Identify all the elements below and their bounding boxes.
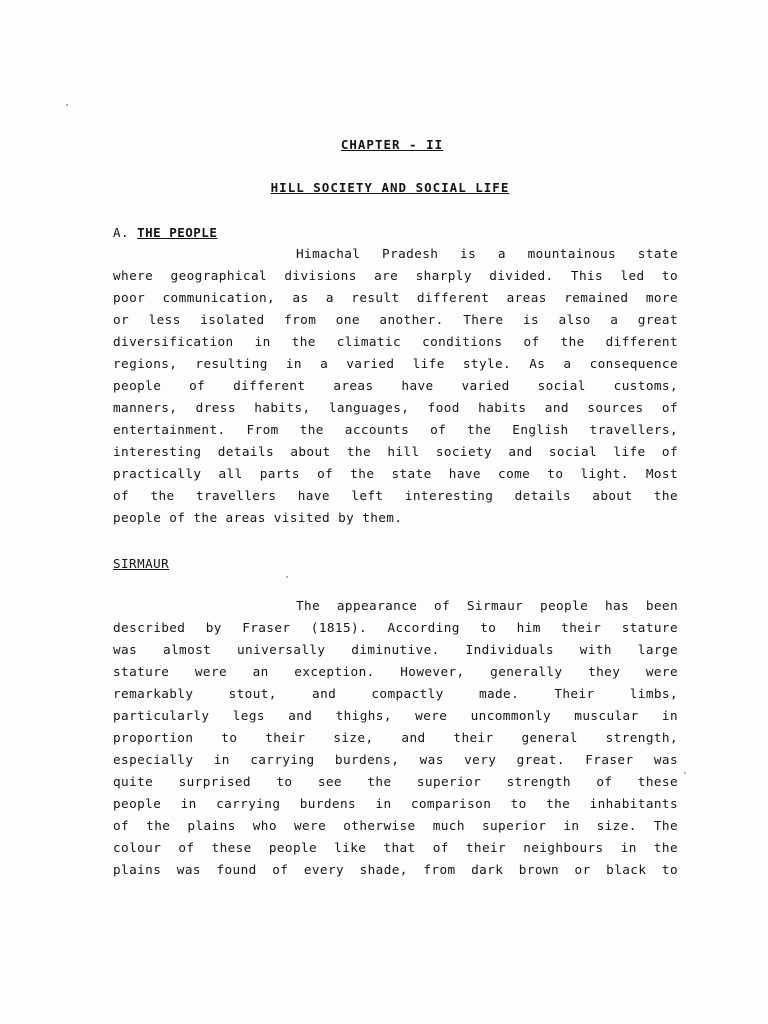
paragraph-sirmaur — [113, 595, 678, 881]
chapter-number: CHAPTER - II — [340, 137, 444, 152]
text-line: people in carrying burdens in comparison to the inhabitants — [113, 796, 678, 811]
section-title: THE PEOPLE — [137, 225, 218, 240]
text-line: people of different areas have varied social customs, — [113, 378, 678, 393]
text-line: or less isolated from one another. There is also a great — [113, 312, 678, 327]
text-line: was almost universally diminutive. Individuals with large — [113, 642, 678, 657]
text-line: colour of these people like that of their neighbours in the — [113, 840, 678, 855]
text-line: entertainment. From the accounts of the English travellers, — [113, 422, 678, 437]
text-line: The appearance of Sirmaur people has been — [296, 598, 678, 613]
text-line: quite surprised to see the superior strength of these — [113, 774, 678, 789]
text-line: of the travellers have left interesting details about the — [113, 488, 678, 503]
text-line: manners, dress habits, languages, food habits and sources of — [113, 400, 678, 415]
text-line: regions, resulting in a varied life style. As a consequence — [113, 356, 678, 371]
text-line: stature were an exception. However, generally they were — [113, 664, 678, 679]
text-line: especially in carrying burdens, was very great. Fraser was — [113, 752, 678, 767]
paragraph-the-people — [113, 243, 678, 529]
text-line: Himachal Pradesh is a mountainous state — [296, 246, 678, 261]
text-line: where geographical divisions are sharply divided. This led to — [113, 268, 678, 283]
text-line: particularly legs and thighs, were uncommonly muscular in — [113, 708, 678, 723]
text-line: people of the areas visited by them. — [113, 510, 403, 525]
text-line: diversification in the climatic conditions of the different — [113, 334, 678, 349]
scan-speck — [286, 576, 288, 578]
text-line: interesting details about the hill society and social life of — [113, 444, 678, 459]
section-marker: A. — [113, 225, 130, 240]
text-line: practically all parts of the state have come to light. Most — [113, 466, 678, 481]
section-heading-the-people — [113, 225, 217, 240]
section-heading-sirmaur: SIRMAUR — [113, 556, 170, 571]
text-line: proportion to their size, and their general strength, — [113, 730, 678, 745]
text-line: of the plains who were otherwise much superior in size. The — [113, 818, 678, 833]
text-line: plains was found of every shade, from dark brown or black to — [113, 862, 678, 877]
text-line: poor communication, as a result different areas remained more — [113, 290, 678, 305]
text-line: remarkably stout, and compactly made. Their limbs, — [113, 686, 678, 701]
text-line: described by Fraser (1815). According to him their stature — [113, 620, 678, 635]
scan-speck — [684, 772, 686, 774]
scan-speck — [66, 104, 68, 106]
chapter-title: HILL SOCIETY AND SOCIAL LIFE — [270, 180, 510, 195]
